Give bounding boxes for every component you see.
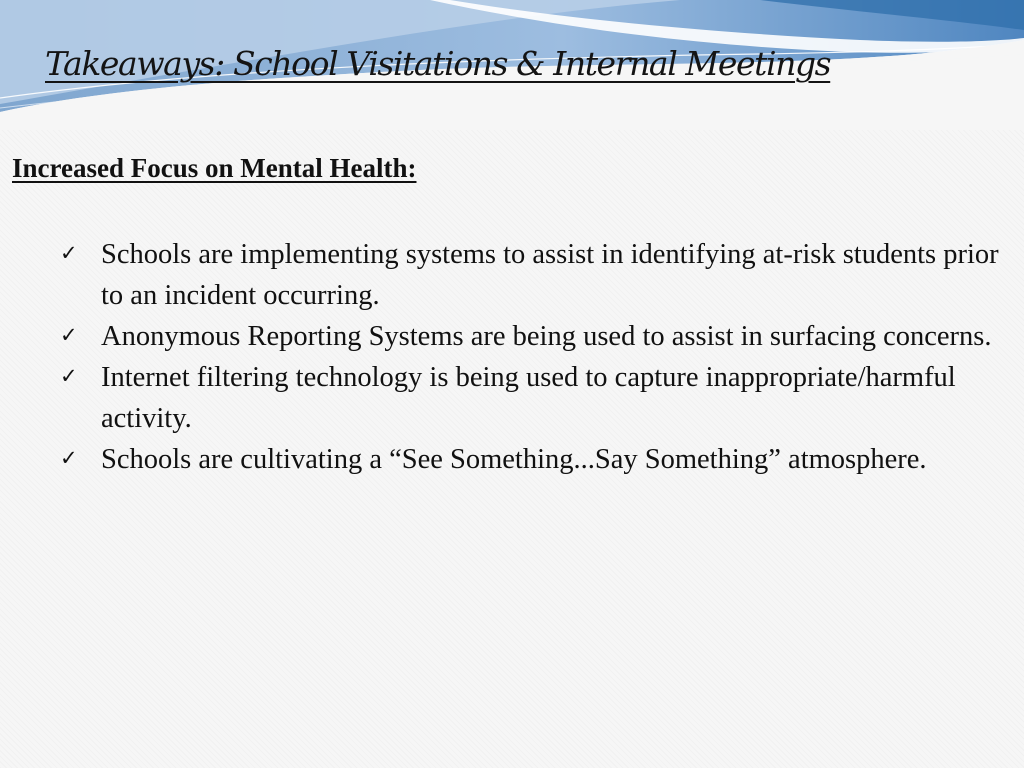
- bullet-text: Internet filtering technology is being used to capture inappropriate/harmful activity.: [101, 362, 956, 434]
- bullet-text: Anonymous Reporting Systems are being used to assist in surfacing concerns.: [101, 321, 992, 352]
- check-icon: ✓: [60, 364, 78, 388]
- bullet-item: [60, 357, 1010, 439]
- bullet-list: [60, 234, 1010, 480]
- bullet-text: Schools are implementing systems to assist in identifying at-risk students prior to an incident occurring.: [101, 239, 999, 311]
- bullet-item: [60, 439, 1010, 480]
- bullet-text: Schools are cultivating a “See Something...Say Something” atmosphere.: [101, 444, 927, 475]
- bullet-item: [60, 316, 1010, 357]
- check-icon: ✓: [60, 323, 78, 347]
- check-icon: ✓: [60, 241, 78, 265]
- check-icon: ✓: [60, 446, 78, 470]
- section-heading: Increased Focus on Mental Health:: [12, 153, 417, 183]
- bullet-item: [60, 234, 1010, 316]
- slide-title: Takeaways: School Visitations & Internal Meetings: [45, 44, 831, 83]
